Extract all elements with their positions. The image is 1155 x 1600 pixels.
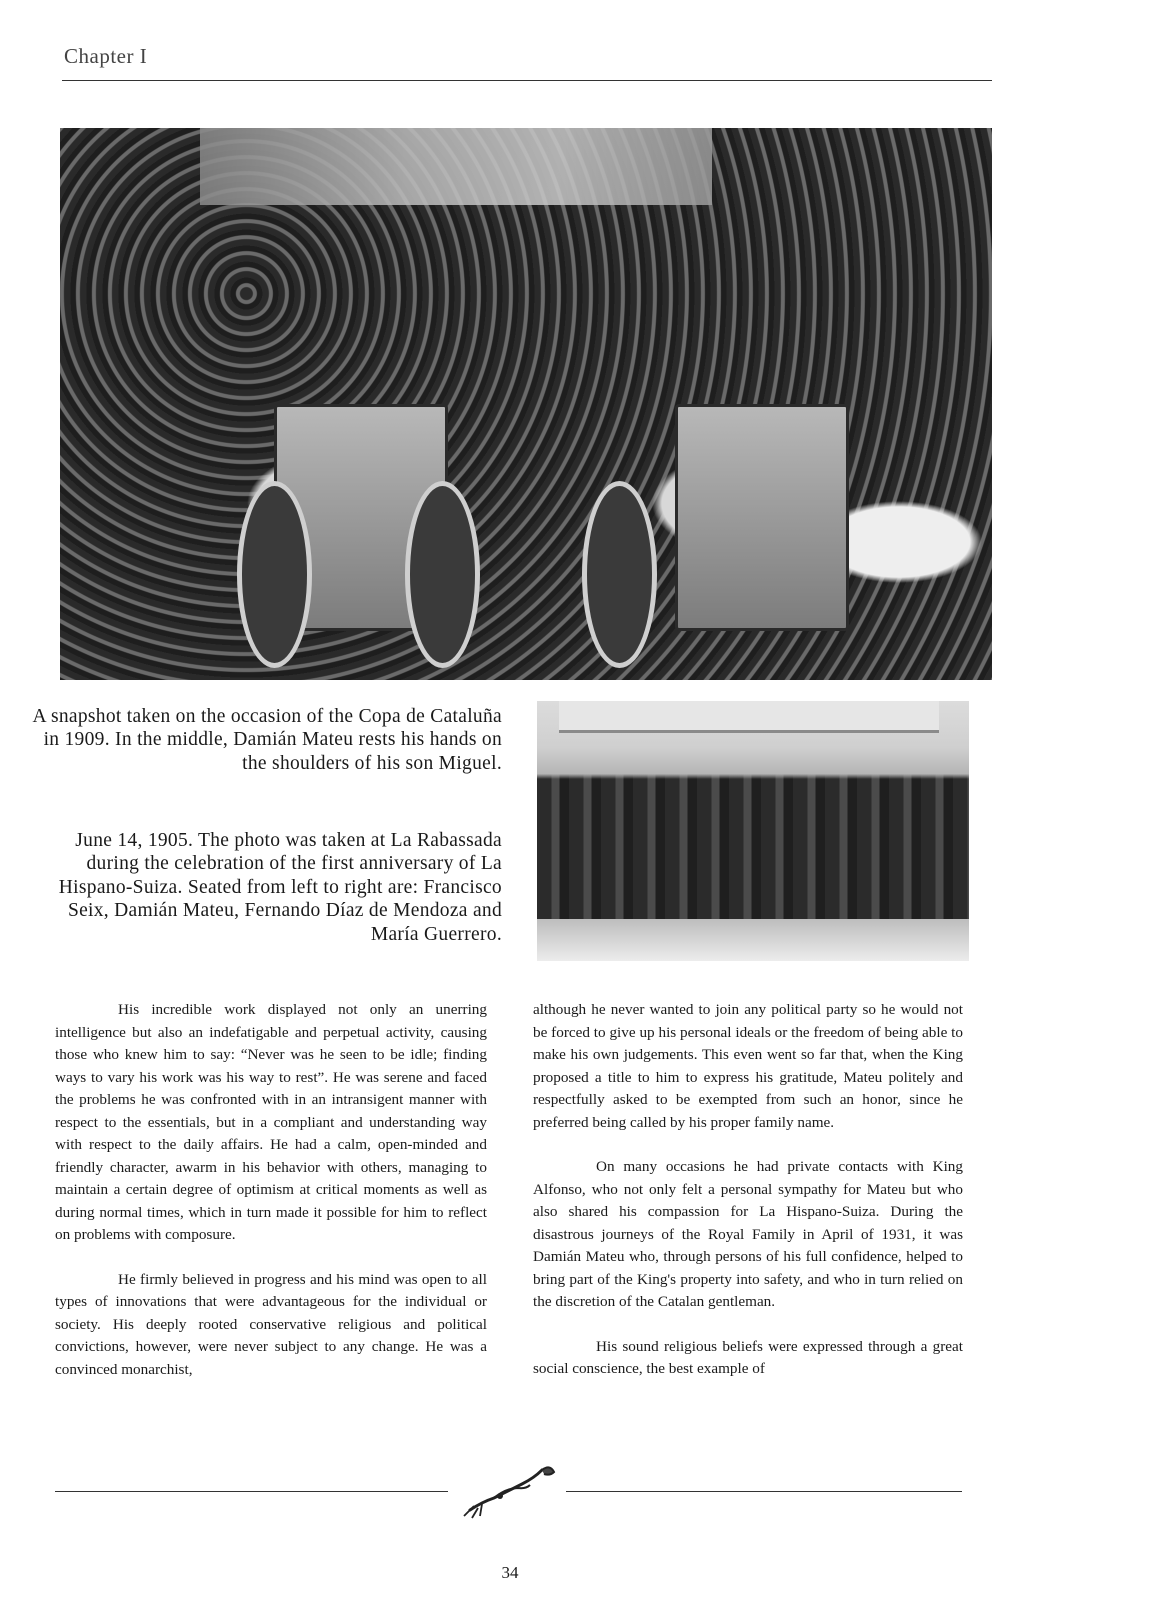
page-number: 34 <box>501 1563 519 1582</box>
body-column-right <box>533 999 963 1403</box>
footer-rule-right <box>566 1491 962 1492</box>
body-column-left <box>55 999 487 1403</box>
header-rule <box>62 80 992 81</box>
paragraph: His incredible work displayed not only an unerring intelligence but also an indefatigable and perpetual activity, causing those who knew him to say: “Never was he seen to be idle; finding ways to vary his work was his way to rest”. He was serene and faced the problems he was confronted with in an intransigent manner with respect to the essentials, but in a compliant and understanding way with respect to the daily affairs. He had a calm, open-minded and friendly character, awarm in his behavior with others, managing to maintain a certain degree of optimism at critical moments as well as during normal times, which in turn made it possible for him to reflect on problems with composure. <box>55 1001 487 1243</box>
stork-emblem-icon <box>460 1458 560 1522</box>
race-group-photo <box>60 128 992 680</box>
side-photo-caption: June 14, 1905. The photo was taken at La Rabassada during the celebration of the first anniversary of La Hispano-Suiza. Seated from left to right are: Francisco Seix, Damián Mateu, Fernando Díaz de Mendoza and María Guerrero. <box>58 829 502 945</box>
chapter-label: Chapter I <box>64 44 148 68</box>
anniversary-group-photo <box>537 701 969 961</box>
paragraph-continuation: although he never wanted to join any political party so he would not be forced to give up his personal ideals or the freedom of being able to make his own judgements. This even went so far that, when the King proposed a title to him to express his gratitude, Mateu politely and respectfully asked to be exempted from such an honor, since he preferred being called by his proper family name. <box>533 1001 963 1131</box>
paragraph: He firmly believed in progress and his mind was open to all types of innovations that were advantageous for the individual or society. His deeply rooted conservative religious and political convictions, however, were never subject to any change. He was a convinced monarchist, <box>55 1270 487 1378</box>
footer-rule-left <box>55 1491 448 1492</box>
paragraph: On many occasions he had private contacts with King Alfonso, who not only felt a personal sympathy for Mateu but who also shared his compassion for La Hispano-Suiza. During the disastrous journeys of the Royal Family in April of 1931, it was Damián Mateu who, through persons of his full confidence, helped to bring part of the King's property into safety, and who in turn relied on the discretion of the Catalan gentleman. <box>533 1158 963 1310</box>
paragraph: His sound religious beliefs were expressed through a great social conscience, the best example of <box>533 1337 963 1377</box>
main-photo-caption: A snapshot taken on the occasion of the Copa de Cataluña in 1909. In the middle, Damián Mateu rests his hands on the shoulders of his son Miguel. <box>32 705 502 774</box>
